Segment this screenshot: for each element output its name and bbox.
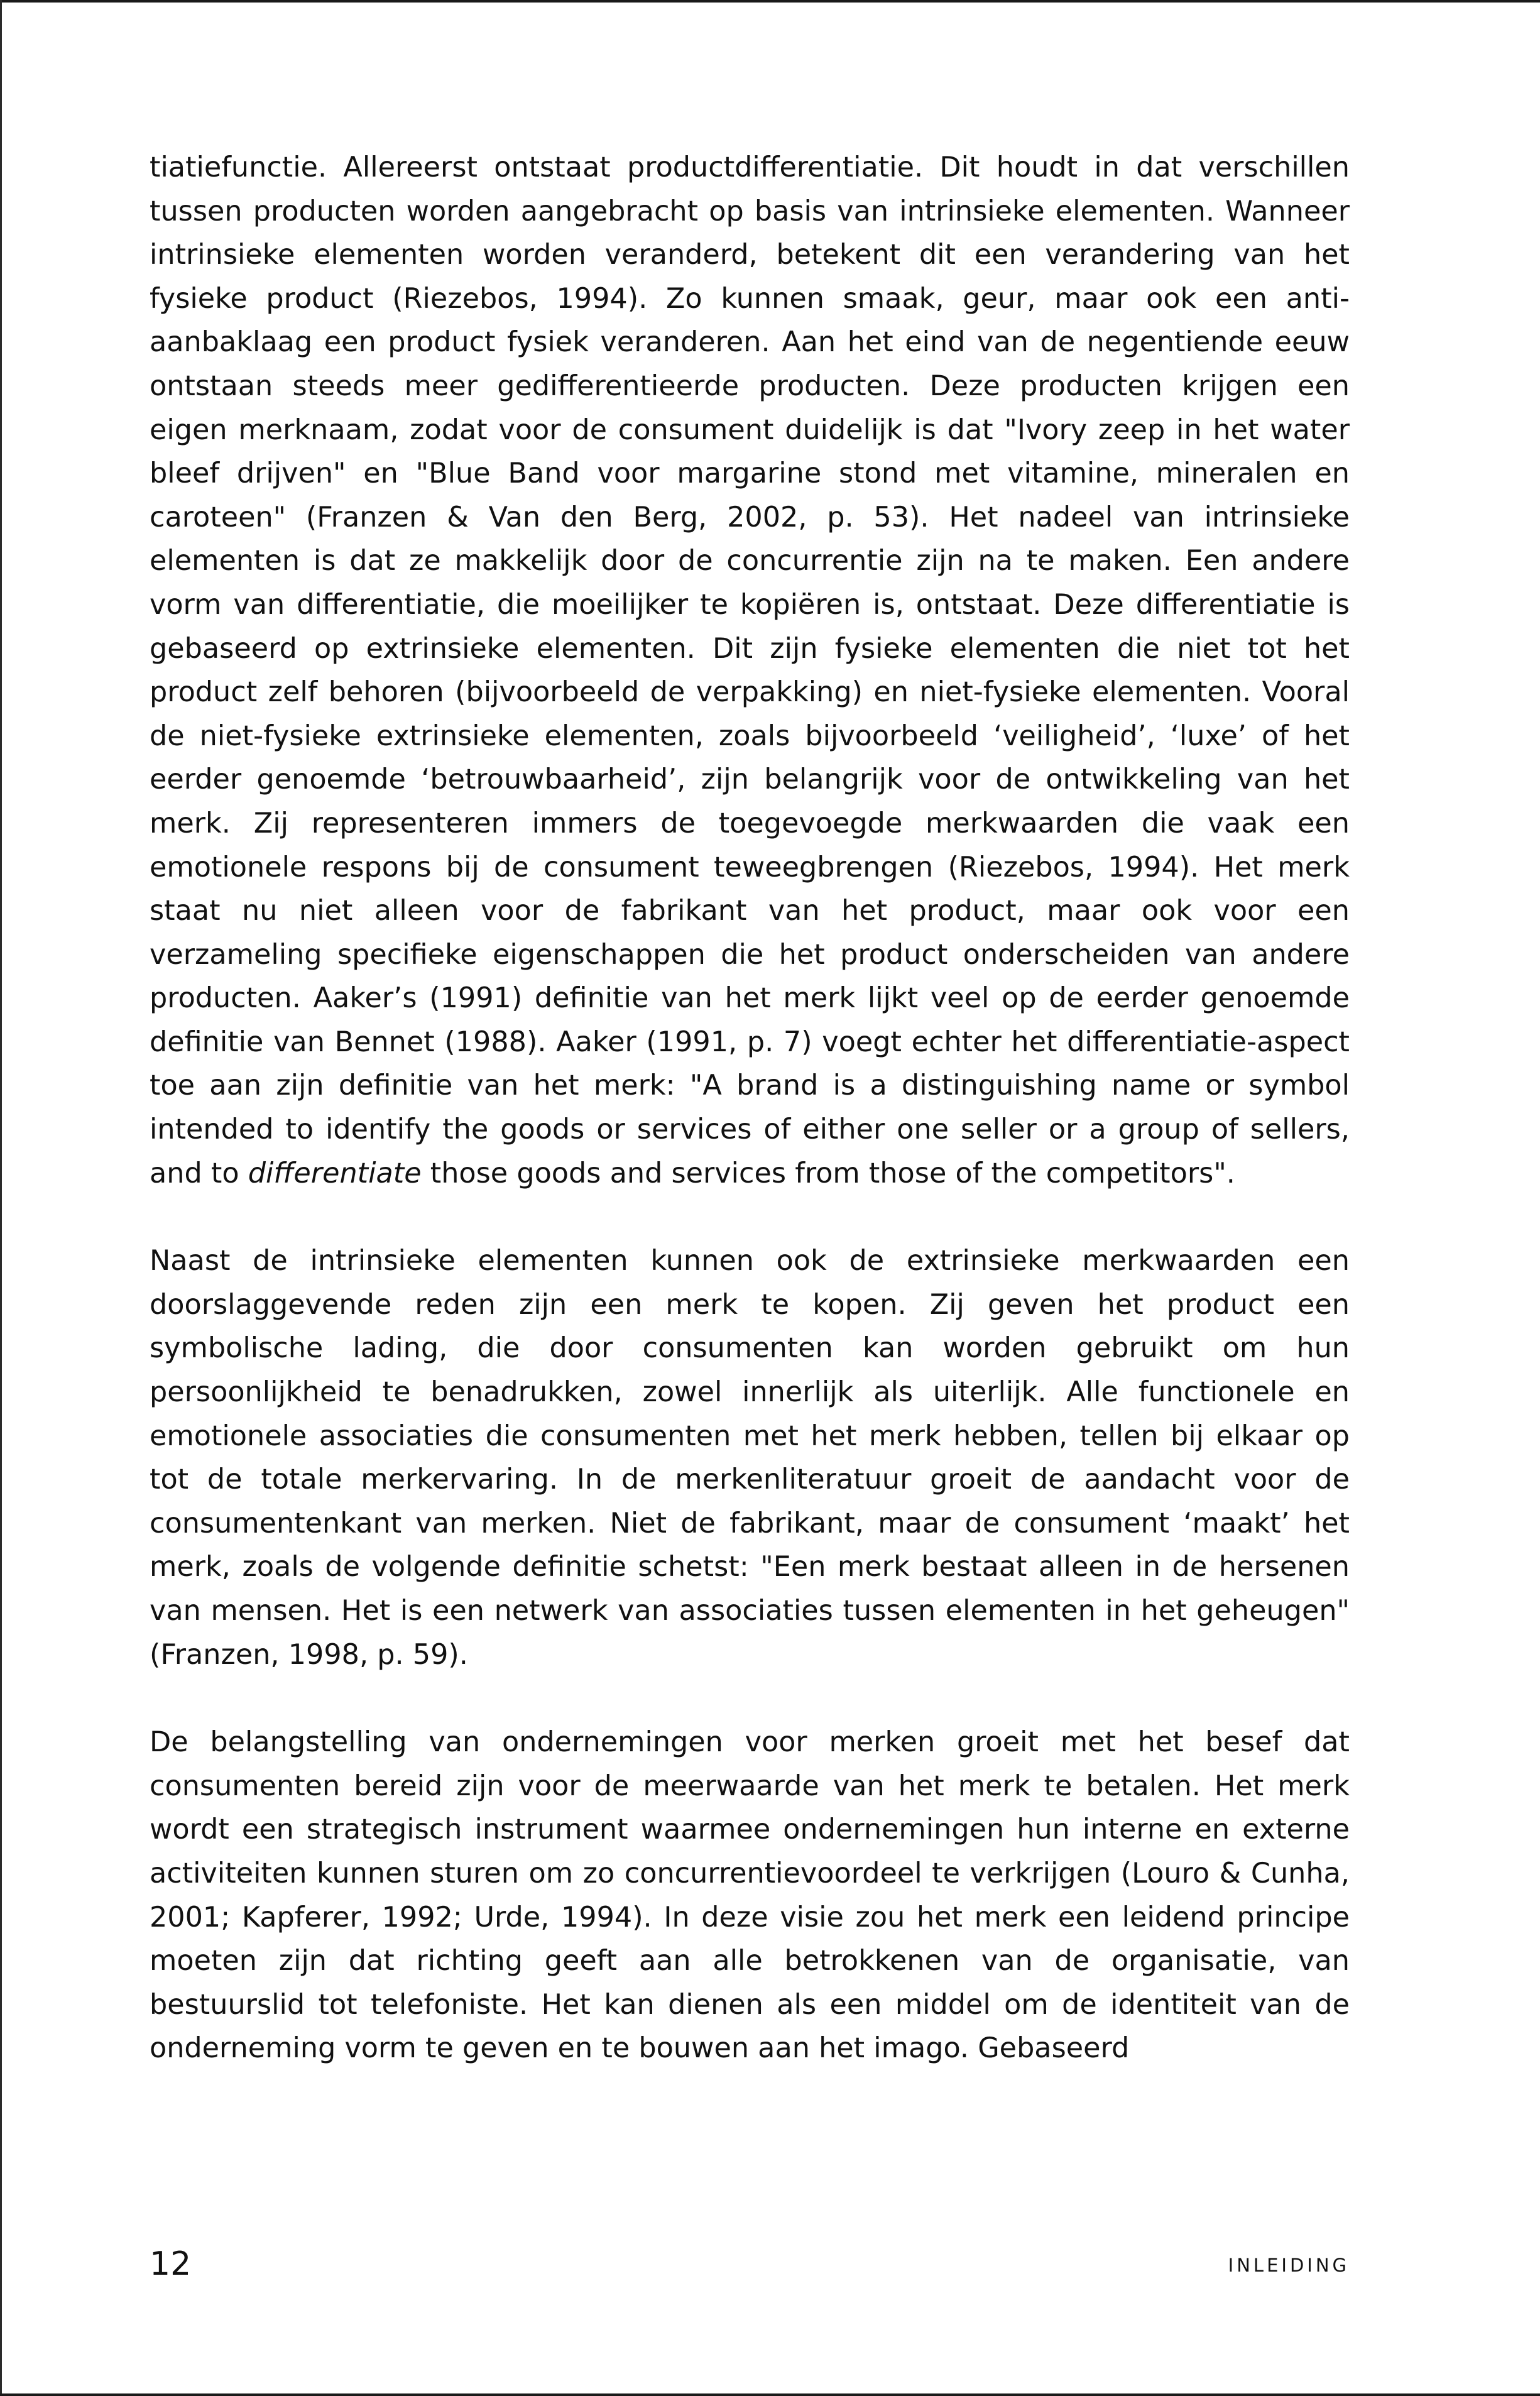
paragraph-2: Naast de intrinsieke elementen kunnen ook de extrinsieke merkwaarden een doorslaggevende reden zijn een merk te kopen. Zij geven het product een symbolische lading, die door consumenten kan worden gebruikt om hun persoonlijkheid te benadrukken, zowel innerlijk als uiterlijk. Alle functionele en emotionele associaties die consumenten met het merk hebben, tellen bij elkaar op tot de totale merkervaring. In de merkenliteratuur groeit de aandacht voor de consumentenkant van merken. Niet de fabrikant, maar de consument ‘maakt’ het merk, zoals de volgende definitie schetst: "Een merk bestaat alleen in de hersenen van mensen. Het is een netwerk van associaties tussen elementen in het geheugen" (Franzen, 1998, p. 59).	[150, 1245, 1350, 1671]
scan-edge-left	[0, 0, 2, 2396]
page-number: 12	[150, 2245, 192, 2283]
paragraph-1-text: tiatiefunctie. Allereerst ontstaat productdifferentiatie. Dit houdt in dat verschillen tussen producten worden aangebracht op basis van intrinsieke elementen. Wanneer intrinsieke elementen worden veranderd, betekent dit een verandering van het fysieke product (Riezebos, 1994). Zo kunnen smaak, geur, maar ook een anti-aanbaklaag een product fysiek veranderen. Aan het eind van de negentiende eeuw ontstaan steeds meer gedifferentieerde producten. Deze producten krijgen een eigen merknaam, zodat voor de consument duidelijk is dat "Ivory zeep in het water bleef drijven" en "Blue Band voor margarine stond met vitamine, mineralen en caroteen" (Franzen & Van den Berg, 2002, p. 53). Het nadeel van intrinsieke elementen is dat ze makkelijk door de concurrentie zijn na te maken. Een andere vorm van differentiatie, die moeilijker te kopiëren is, ontstaat. Deze differentiatie is gebaseerd op extrinsieke elementen. Dit zijn fysieke elementen die niet tot het product zelf behoren (bijvoorbeeld de verpakking) en niet-fysieke elementen. Vooral de niet-fysieke extrinsieke elementen, zoals bijvoorbeeld ‘veiligheid’, ‘luxe’ of het eerder genoemde ‘betrouwbaarheid’, zijn belangrijk voor de ontwikkeling van het merk. Zij representeren immers de toegevoegde merkwaarden die vaak een emotionele respons bij de consument teweegbrengen (Riezebos, 1994). Het merk staat nu niet alleen voor de fabrikant van het product, maar ook voor een verzameling specifieke eigenschappen die het product onderscheiden van andere producten. Aaker’s (1991) definitie van het merk lijkt veel op de eerder genoemde definitie van Bennet (1988). Aaker (1991, p. 7) voegt echter het differentiatie-aspect toe aan zijn definitie van het merk: "A brand is a distinguishing name or symbol intended to identify the goods or services of either one seller or a group of sellers, and to	[150, 151, 1350, 1190]
paragraph-3: De belangstelling van ondernemingen voor merken groeit met het besef dat consumenten bereid zijn voor de meerwaarde van het merk te betalen. Het merk wordt een strategisch instrument waarmee ondernemingen hun interne en externe activiteiten kunnen sturen om zo concurrentievoordeel te verkrijgen (Louro & Cunha, 2001; Kapferer, 1992; Urde, 1994). In deze visie zou het merk een leidend principe moeten zijn dat richting geeft aan alle betrokkenen van de organisatie, van bestuurslid tot telefoniste. Het kan dienen als een middel om de identiteit van de onderneming vorm te geven en te bouwen aan het imago. Gebaseerd	[150, 1726, 1350, 2065]
running-head: INLEIDING	[1228, 2255, 1350, 2276]
page-footer	[150, 2242, 1350, 2286]
paragraph-1-text-end: those goods and services from those of the competitors".	[430, 1157, 1235, 1190]
paragraph-1	[150, 146, 1350, 1195]
scan-edge-bottom	[0, 2393, 1540, 2396]
scan-edge-top	[0, 0, 1540, 3]
page-body	[150, 146, 1350, 2071]
emphasis-differentiate: differentiate	[248, 1157, 422, 1190]
